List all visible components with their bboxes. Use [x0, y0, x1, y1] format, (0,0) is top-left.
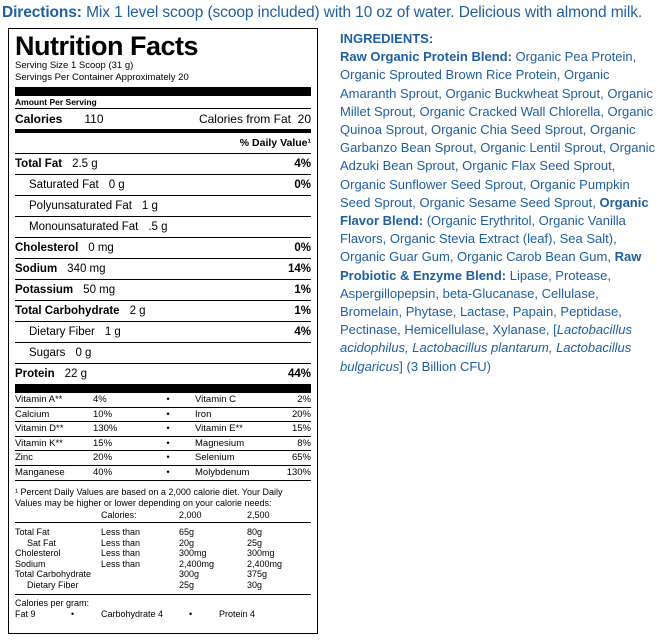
- nutrient-row-cholesterol: [15, 237, 311, 258]
- vitamin-dv: 15%: [281, 422, 311, 437]
- nutrient-amount: 50 mg: [83, 284, 116, 296]
- dv-cell: Less than: [101, 527, 141, 538]
- vitamin-name: Molybdenum: [195, 466, 281, 481]
- directions-line: [2, 4, 657, 22]
- dv-cell: 2,400mg: [247, 558, 283, 569]
- nutrient-amount: 2.5 g: [72, 158, 98, 170]
- dv-cell: 300g: [179, 569, 200, 580]
- dv-cell: Sat Fat: [27, 537, 57, 548]
- cpg-fat: Fat 9: [15, 609, 36, 620]
- vitamin-dv: 8%: [281, 437, 311, 452]
- nutrient-dv: 1%: [294, 305, 311, 317]
- vitamin-name: Selenium: [195, 451, 281, 466]
- vitamin-dv: 4%: [93, 393, 141, 408]
- dv-cell: 375g: [247, 569, 268, 580]
- bullet: •: [141, 408, 195, 423]
- nutrition-title: Nutrition Facts: [15, 31, 199, 61]
- dv-cell: 20g: [179, 537, 195, 548]
- nutrient-row-sodium: [15, 258, 311, 279]
- daily-value-header: % Daily Value¹: [239, 137, 311, 149]
- bullet: •: [189, 609, 193, 620]
- nutrient-name: Monounsaturated Fat: [29, 221, 139, 233]
- nutrient-dv: 14%: [287, 263, 311, 275]
- dv-table-divider: [15, 522, 311, 590]
- vitamin-name: Vitamin C: [195, 393, 281, 408]
- nutrient-row-polyunsaturated-fat: [15, 195, 311, 216]
- nutrient-amount: 2 g: [129, 305, 146, 317]
- blend3-italic: Lactobacillus acidophilus, Lactobacillus plantarum, Lactobacillus bulgaricus: [340, 322, 632, 374]
- dv-cell: 2,400mg: [179, 558, 215, 569]
- bullet: •: [141, 466, 195, 481]
- dv-cell: Less than: [101, 548, 141, 559]
- calories-per-gram-label: Calories per gram:: [15, 598, 90, 609]
- nutrient-name: Sugars: [29, 347, 66, 359]
- nutrient-dv: 1%: [294, 284, 311, 296]
- nutrient-amount: 0 g: [75, 347, 92, 359]
- bullet: •: [141, 451, 195, 466]
- daily-value-rows: [15, 527, 311, 590]
- calories-per-gram-values: [15, 609, 311, 620]
- nutrient-name: Polyunsaturated Fat: [29, 200, 132, 212]
- dv-cell: Dietary Fiber: [27, 579, 79, 590]
- vitamin-dv: 10%: [93, 408, 141, 423]
- vitamin-name: Manganese: [15, 466, 93, 481]
- nutrient-amount: 340 mg: [67, 263, 106, 275]
- nutrient-amount: 1 g: [104, 326, 121, 338]
- nutrient-name: Protein: [15, 368, 55, 380]
- bullet: •: [141, 422, 195, 437]
- vitamin-name: Vitamin D**: [15, 422, 93, 437]
- vitamin-dv: 2%: [281, 393, 311, 408]
- nutrient-name: Potassium: [15, 284, 74, 296]
- nutrient-dv: 0%: [294, 179, 311, 191]
- dv-cell: Cholesterol: [15, 548, 61, 559]
- vitamin-dv: 130%: [281, 466, 311, 481]
- nutrient-amount: 0 mg: [88, 242, 114, 254]
- dv-cell: [101, 580, 179, 591]
- calories-fat-label: Calories from Fat: [198, 112, 291, 126]
- daily-value-table: [15, 510, 311, 521]
- dv-cell: 65g: [179, 527, 195, 538]
- nutrient-amount: .5 g: [148, 221, 168, 233]
- nutrient-name: Total Fat: [15, 158, 63, 170]
- daily-value-header-row: [15, 133, 311, 153]
- nutrient-row-potassium: [15, 279, 311, 300]
- nutrient-amount: 1 g: [141, 200, 158, 212]
- footnote: ¹ Percent Daily Values are based on a 2,000 calorie diet. Your Daily Values may be higher or lower depending on your calorie needs:: [15, 486, 283, 508]
- vitamin-dv: 130%: [93, 422, 141, 437]
- dv-cell: Total Carbohydrate: [15, 569, 92, 580]
- thick-divider: [15, 384, 311, 393]
- dv-cell: [101, 569, 179, 580]
- nutrition-facts-label: [8, 28, 318, 634]
- nutrient-dv: 44%: [287, 368, 311, 380]
- dv-header-cell: 2,000: [179, 509, 202, 520]
- dv-cell: 300mg: [247, 548, 275, 559]
- ingredients-panel: [340, 30, 658, 376]
- nutrient-row-total-carbohydrate: [15, 300, 311, 321]
- directions-label: Directions:: [2, 4, 82, 21]
- nutrient-row-dietary-fiber: [15, 321, 311, 342]
- vitamin-name: Calcium: [15, 408, 93, 423]
- nutrient-name: Saturated Fat: [29, 179, 99, 191]
- servings-per-container: Servings Per Container Approximately 20: [15, 72, 189, 83]
- directions-text: Mix 1 level scoop (scoop included) with 10 oz of water. Delicious with almond milk.: [86, 4, 643, 21]
- amount-per-serving: Amount Per Serving: [15, 97, 97, 107]
- vitamin-name: Vitamin E**: [195, 422, 281, 437]
- dv-cell: 25g: [179, 579, 195, 590]
- dv-cell: Total Fat: [15, 527, 50, 538]
- nutrient-name: Dietary Fiber: [29, 326, 95, 338]
- blend2-text: (Organic Erythritol, Organic Vanilla Flavors, Organic Stevia Extract (leaf), Sea Salt), Organic Guar Gum, Organic Carob Bean Gum,: [340, 213, 626, 265]
- dv-cell: Sodium: [15, 558, 46, 569]
- vitamins-table: [15, 393, 311, 481]
- nutrient-row-total-fat: [15, 153, 311, 174]
- calories-fat-value: 20: [297, 112, 311, 126]
- cpg-carbohydrate: Carbohydrate 4: [101, 609, 164, 620]
- vitamin-dv: 40%: [93, 466, 141, 481]
- ingredients-heading: INGREDIENTS:: [340, 31, 434, 46]
- blend2-label: Organic Flavor Blend:: [340, 194, 649, 229]
- serving-size: Serving Size 1 Scoop (31 g): [15, 60, 134, 71]
- nutrient-row-monounsaturated-fat: [15, 216, 311, 237]
- vitamin-dv: 20%: [93, 451, 141, 466]
- dv-cell: 25g: [247, 537, 263, 548]
- nutrient-row-sugars: [15, 342, 311, 363]
- nutrient-name: Sodium: [15, 263, 58, 275]
- nutrient-row-protein: [15, 363, 311, 384]
- blend3-end: ] (3 Billion CFU): [399, 358, 492, 374]
- blend3-text: Lipase, Protease, Aspergillopepsin, beta-Glucanase, Cellulase, Bromelain, Phytase, Lactase, Papain, Peptidase, Pectinase, Hemicellulase, Xylanase, [: [340, 267, 622, 338]
- dv-cell: Less than: [101, 537, 141, 548]
- calories-per-gram: [15, 594, 311, 620]
- dv-cell: 300mg: [179, 548, 207, 559]
- vitamin-name: Magnesium: [195, 437, 281, 452]
- nutrient-name: Cholesterol: [15, 242, 79, 254]
- nutrient-amount: 0 g: [108, 179, 125, 191]
- blend1-label: Raw Organic Protein Blend:: [340, 49, 512, 65]
- nutrient-dv: 4%: [294, 326, 311, 338]
- calories-label: Calories: [15, 112, 63, 126]
- nutrient-dv: 0%: [294, 242, 311, 254]
- blend3-label: Raw Probiotic & Enzyme Blend:: [340, 249, 642, 283]
- nutrient-row-saturated-fat: [15, 174, 311, 195]
- vitamin-dv: 15%: [93, 437, 141, 452]
- bullet: •: [141, 437, 195, 452]
- blend1-text: Organic Pea Protein, Organic Sprouted Brown Rice Protein, Organic Amaranth Sprout, Organic Buckwheat Sprout, Organic Millet Sprout, Organic Cracked Wall Chlorella, Organic Quinoa Sprout, Organic Chia Seed Sprout, Organic Garbanzo Bean Sprout, Organic Lentil Sprout, Organic Adzuki Bean Sprout, Organic Flax Seed Sprout, Organic Sunflower Seed Sprout, Organic Pumpkin Seed Sprout, Organic Sesame Seed Sprout,: [340, 49, 656, 210]
- dv-header-cell: [15, 510, 101, 521]
- calories-row: [15, 108, 311, 129]
- dv-cell: Less than: [101, 558, 141, 569]
- bullet: •: [71, 609, 75, 620]
- vitamin-name: Iron: [195, 408, 281, 423]
- vitamin-name: Zinc: [15, 451, 93, 466]
- calories-value: 110: [84, 112, 104, 126]
- nutrient-name: Total Carbohydrate: [15, 305, 120, 317]
- dv-header-cell: 2,500: [247, 509, 270, 520]
- dv-cell: 80g: [247, 527, 263, 538]
- thick-divider: [15, 87, 311, 96]
- nutrient-dv: 4%: [294, 158, 311, 170]
- dv-cell: 30g: [247, 579, 263, 590]
- vitamin-name: Vitamin K**: [15, 437, 93, 452]
- nutrient-amount: 22 g: [64, 368, 88, 380]
- vitamin-dv: 65%: [281, 451, 311, 466]
- cpg-protein: Protein 4: [219, 609, 256, 620]
- bullet: •: [141, 393, 195, 408]
- vitamin-dv: 20%: [281, 408, 311, 423]
- dv-header-cell: Calories:: [101, 509, 137, 520]
- vitamin-name: Vitamin A**: [15, 393, 93, 408]
